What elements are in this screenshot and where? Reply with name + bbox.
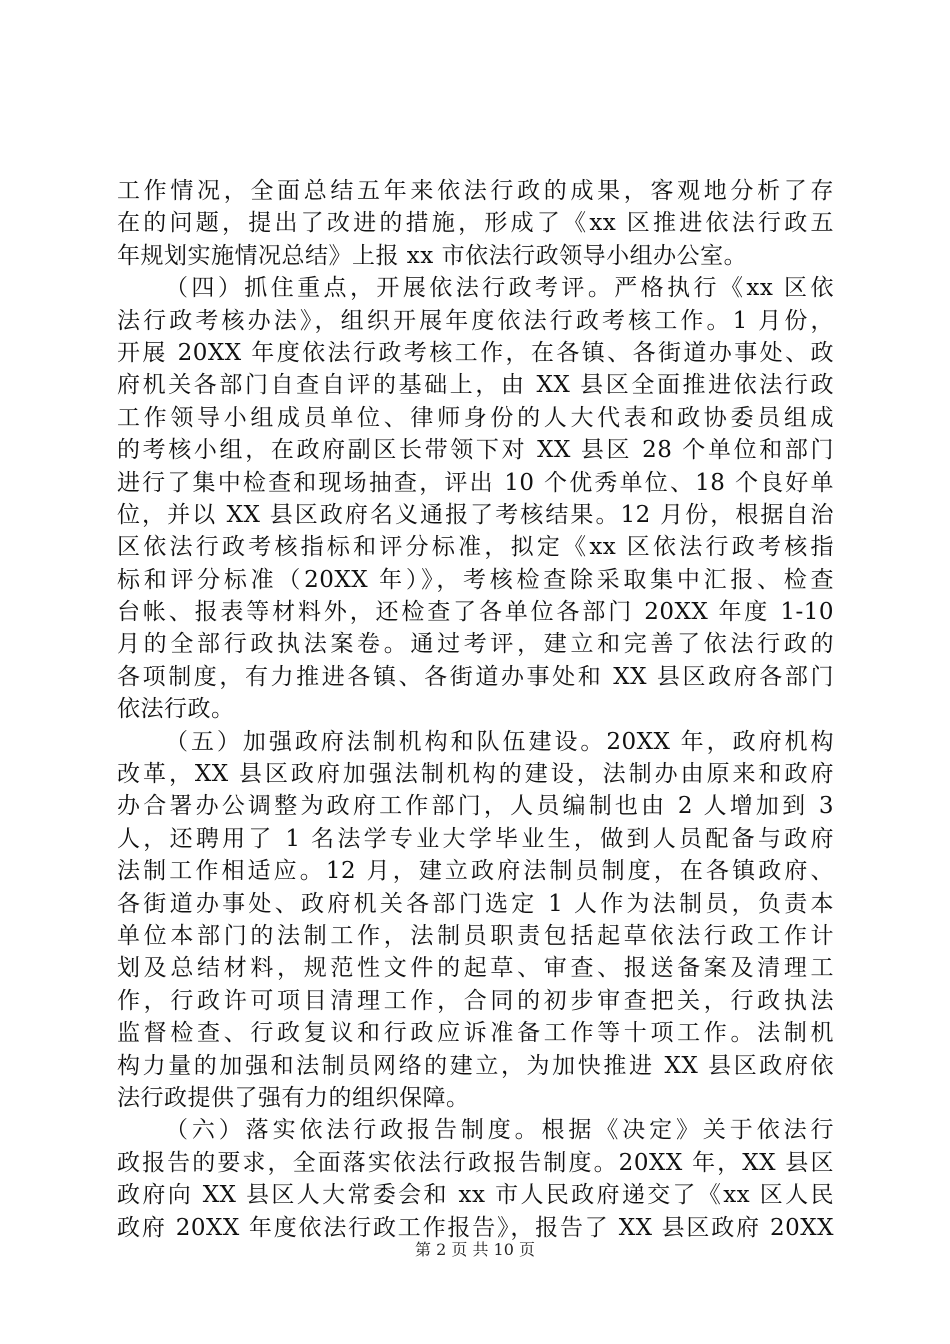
body-line: 工作领导小组成员单位、律师身份的人大代表和政协委员组成 — [117, 404, 834, 431]
body-line: 依法行政。 — [117, 696, 235, 723]
body-line: 法行政考核办法》，组织开展年度依法行政考核工作。1 月份， — [117, 307, 834, 334]
body-line: 进行了集中检查和现场抽查，评出 10 个优秀单位、18 个良好单 — [117, 469, 834, 496]
body-line: 构力量的加强和法制员网络的建立，为加快推进 XX 县区政府依 — [117, 1052, 834, 1079]
body-line: 政报告的要求，全面落实依法行政报告制度。20XX 年，XX 县区 — [117, 1149, 834, 1176]
body-line: 台帐、报表等材料外，还检查了各单位各部门 20XX 年度 1-10 — [117, 599, 834, 626]
body-line: 的考核小组，在政府副区长带领下对 XX 县区 28 个单位和部门 — [117, 437, 834, 464]
body-line: 各项制度，有力推进各镇、各街道办事处和 XX 县区政府各部门 — [117, 663, 834, 690]
body-line: 政府 20XX 年度依法行政工作报告》，报告了 XX 县区政府 20XX — [117, 1214, 834, 1241]
body-line: 单位本部门的法制工作，法制员职责包括起草依法行政工作计 — [117, 922, 834, 949]
page-number: 第 2 页 共 10 页 — [415, 1240, 535, 1259]
body-line: 月的全部行政执法案卷。通过考评，建立和完善了依法行政的 — [117, 631, 834, 658]
body-line: 作，行政许可项目清理工作，合同的初步审查把关，行政执法 — [117, 987, 834, 1014]
body-line: 人，还聘用了 1 名法学专业大学毕业生，做到人员配备与政府 — [117, 825, 834, 852]
body-line: 府机关各部门自查自评的基础上，由 XX 县区全面推进依法行政 — [117, 372, 834, 399]
body-line: 政府向 XX 县区人大常委会和 xx 市人民政府递交了《xx 区人民 — [117, 1182, 834, 1209]
body-line: 法制工作相适应。12 月，建立政府法制员制度，在各镇政府、 — [117, 858, 834, 885]
body-line: 监督检查、行政复议和行政应诉准备工作等十项工作。法制机 — [117, 1020, 834, 1047]
body-line: 标和评分标准（20XX 年）》，考核检查除采取集中汇报、检查 — [117, 566, 834, 593]
body-line: 工作情况，全面总结五年来依法行政的成果，客观地分析了存 — [117, 178, 834, 204]
body-line: 各街道办事处、政府机关各部门选定 1 人作为法制员，负责本 — [117, 890, 834, 917]
body-line: 年规划实施情况总结》上报 xx 市依法行政领导小组办公室。 — [117, 242, 748, 269]
document-body — [117, 175, 834, 1244]
paragraph-4-heading-line: （四）抓住重点，开展依法行政考评。严格执行《xx 区依 — [165, 275, 834, 302]
body-line: 在的问题，提出了改进的措施，形成了《xx 区推进依法行政五 — [117, 210, 834, 237]
body-line: 划及总结材料，规范性文件的起草、审查、报送备案及清理工 — [117, 955, 834, 982]
paragraph-5-heading-line: （五）加强政府法制机构和队伍建设。20XX 年，政府机构 — [165, 728, 834, 755]
body-line: 法行政提供了强有力的组织保障。 — [117, 1084, 470, 1111]
body-line: 办合署办公调整为政府工作部门，人员编制也由 2 人增加到 3 — [117, 793, 834, 820]
body-line: 改革，XX 县区政府加强法制机构的建设，法制办由原来和政府 — [117, 761, 834, 788]
paragraph-6-heading-line: （六）落实依法行政报告制度。根据《决定》关于依法行 — [165, 1117, 834, 1144]
body-line: 位，并以 XX 县区政府名义通报了考核结果。12 月份，根据自治 — [117, 501, 834, 528]
page-footer — [0, 1240, 950, 1260]
body-line: 区依法行政考核指标和评分标准，拟定《xx 区依法行政考核指 — [117, 534, 834, 561]
body-line: 开展 20XX 年度依法行政考核工作，在各镇、各街道办事处、政 — [117, 339, 834, 366]
